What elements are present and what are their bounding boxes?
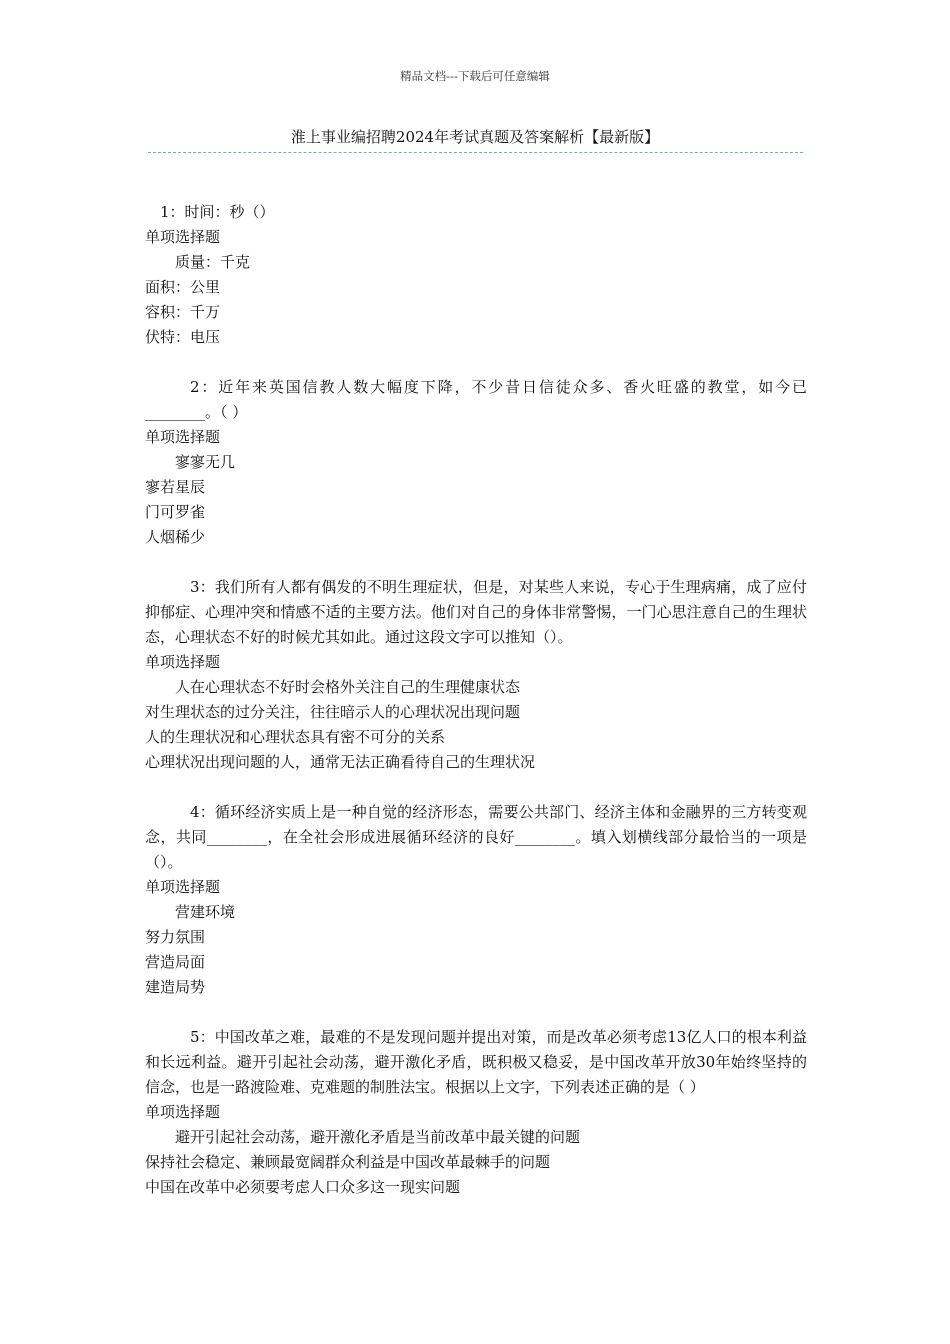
- option-d: 人烟稀少: [145, 528, 206, 546]
- option-a: 避开引起社会动荡，避开激化矛盾是当前改革中最关键的问题: [175, 1128, 581, 1146]
- option-c: 营造局面: [145, 953, 206, 971]
- question-type: 单项选择题: [145, 653, 221, 671]
- option-a: 人在心理状态不好时会格外关注自己的生理健康状态: [175, 678, 521, 696]
- question-3: [145, 575, 807, 775]
- option-b: 保持社会稳定、兼顾最宽阔群众利益是中国改革最棘手的问题: [145, 1153, 551, 1171]
- question-type: 单项选择题: [145, 878, 221, 896]
- question-1: [145, 200, 807, 350]
- option-d: 心理状况出现问题的人，通常无法正确看待自己的生理状况: [145, 753, 536, 771]
- question-5: [145, 1025, 807, 1200]
- option-c: 门可罗雀: [145, 503, 206, 521]
- question-stem: 2：近年来英国信教人数大幅度下降，不少昔日信徒众多、香火旺盛的教堂，如今已________。（ ）: [145, 378, 807, 421]
- option-a: 质量：千克: [175, 253, 251, 271]
- option-b: 努力氛围: [145, 928, 206, 946]
- option-c: 人的生理状况和心理状态具有密不可分的关系: [145, 728, 446, 746]
- option-a: 寥寥无几: [175, 453, 236, 471]
- option-d: 建造局势: [145, 978, 206, 996]
- option-b: 寥若星辰: [145, 478, 206, 496]
- document-title: 淮上事业编招聘2024年考试真题及答案解析【最新版】: [290, 128, 660, 146]
- question-stem: 1：时间：秒（）: [160, 203, 275, 221]
- question-type: 单项选择题: [145, 1103, 221, 1121]
- option-c: 中国在改革中必须要考虑人口众多这一现实问题: [145, 1178, 461, 1196]
- title-divider: [148, 152, 803, 153]
- option-d: 伏特：电压: [145, 328, 221, 346]
- question-2: [145, 375, 807, 550]
- question-type: 单项选择题: [145, 228, 221, 246]
- question-type: 单项选择题: [145, 428, 221, 446]
- header-note: 精品文档---下载后可任意编辑: [400, 69, 550, 83]
- option-b: 对生理状态的过分关注，往往暗示人的心理状况出现问题: [145, 703, 521, 721]
- option-c: 容积：千万: [145, 303, 221, 321]
- question-stem: 3：我们所有人都有偶发的不明生理症状，但是，对某些人来说，专心于生理病痛，成了应付抑郁症、心理冲突和情感不适的主要方法。他们对自己的身体非常警惕，一门心思注意自己的生理状态，心理状态不好的时候尤其如此。通过这段文字可以推知（）。: [145, 578, 807, 646]
- option-b: 面积：公里: [145, 278, 221, 296]
- question-4: [145, 800, 807, 1000]
- question-stem: 5：中国改革之难，最难的不是发现问题并提出对策，而是改革必须考虑13亿人口的根本利益和长远利益。避开引起社会动荡，避开激化矛盾，既积极又稳妥，是中国改革开放30年始终坚持的信念，也是一路渡险难、克难题的制胜法宝。根据以上文字，下列表述正确的是（ ）: [145, 1028, 807, 1096]
- option-a: 营建环境: [175, 903, 236, 921]
- question-list: [145, 200, 807, 1225]
- question-stem: 4：循环经济实质上是一种自觉的经济形态，需要公共部门、经济主体和金融界的三方转变观念，共同________，在全社会形成进展循环经济的良好________。填入划横线部分最恰当的一项是（）。: [145, 803, 807, 871]
